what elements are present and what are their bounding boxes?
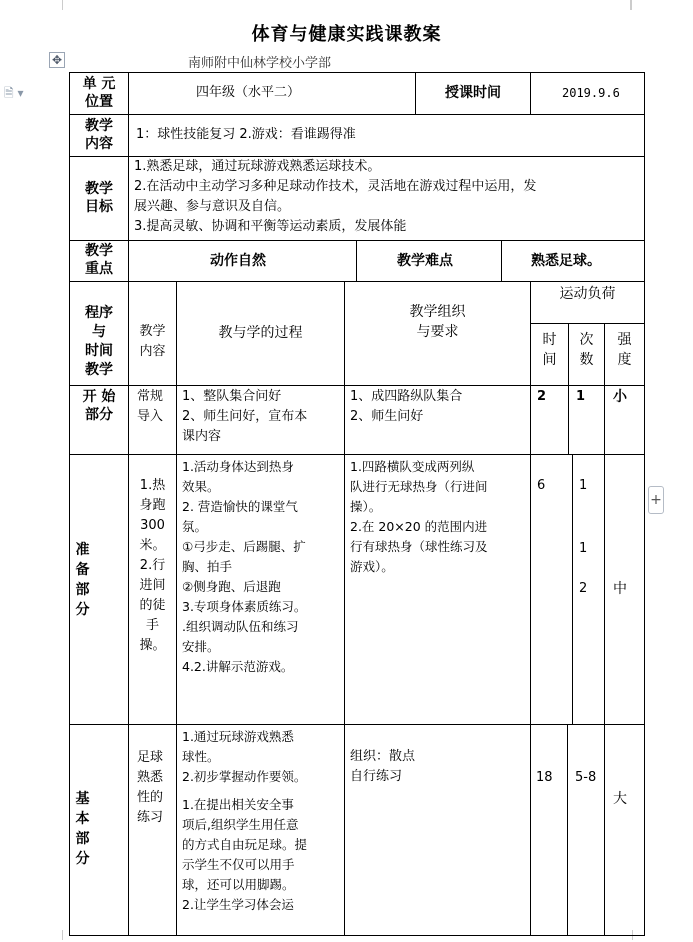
teaching-content-header: 教学 内容	[139, 324, 166, 359]
count-header: 次 数	[579, 332, 594, 368]
document-icon[interactable]: 🗎 ▾	[4, 86, 24, 100]
goals-label: 教学 目标	[85, 181, 113, 215]
goal-line: 2.在活动中主动学习多种足球动作技术，灵活地在游戏过程中运用，发	[134, 179, 537, 194]
start-section-label: 开 始 部分	[82, 389, 116, 423]
table-move-handle-icon[interactable]: ✥	[49, 52, 65, 68]
page-corner-mark	[622, 0, 632, 10]
school-name: 南师附中仙林学校小学部	[188, 56, 332, 71]
time-header: 时 间	[542, 332, 557, 368]
process-header: 教与学的过程	[218, 325, 303, 341]
basic-count: 5-8	[575, 770, 597, 785]
page-corner-mark	[62, 0, 72, 10]
basic-organization: 组织：散点 自行练习	[350, 749, 416, 784]
start-intensity: 小	[613, 389, 627, 405]
start-content: 常规 导入	[137, 389, 164, 424]
prep-count: 2	[579, 581, 588, 596]
unit-label: 单 元 位置	[82, 76, 116, 110]
prep-intensity: 中	[613, 581, 627, 597]
prep-process: 1.活动身体达到热身 效果。 2. 营造愉快的课堂气 氛。 ①弓步走、后踢腿、扩 胸、拍手 ②侧身跑、后退跑 3.专项身体素质练习。 .组织调动队伍和练习 安排。 4.2.讲解示范游戏。	[182, 459, 307, 674]
goal-line: 展兴趣、参与意识及自信。	[134, 199, 291, 214]
prep-count: 1	[579, 541, 588, 556]
prep-organization: 1.四路横队变成两列纵 队进行无球热身（行进间 操）。 2.在 20×20 的范围内进 行有球热身（球性练习及 游戏）。	[350, 459, 488, 574]
prep-section-label: 准 备 部 分	[75, 542, 90, 618]
focus-label: 教学 重点	[85, 243, 113, 277]
goal-line: 1.熟悉足球，通过玩球游戏熟悉运球技术。	[134, 159, 381, 174]
start-organization: 1、成四路纵队集合 2、师生问好	[350, 389, 463, 424]
content-value: 1：球性技能复习 2.游戏：看谁踢得准	[136, 127, 356, 142]
procedure-time-header: 程序 与 时间 教学	[85, 305, 113, 378]
basic-section-label: 基 本 部 分	[75, 791, 90, 867]
focus-value: 动作自然	[210, 253, 266, 269]
goals-list	[134, 157, 644, 237]
unit-value: 四年级（水平二）	[196, 85, 301, 100]
document-title: 体育与健康实践课教案	[251, 24, 442, 45]
lesson-time-label: 授课时间	[445, 85, 501, 101]
basic-time: 18	[536, 770, 553, 785]
intensity-header: 强 度	[617, 332, 632, 368]
difficulty-label: 教学难点	[397, 253, 453, 269]
add-column-button[interactable]: +	[648, 486, 664, 514]
prep-count: 1	[579, 478, 588, 493]
goal-line: 3.提高灵敏、协调和平衡等运动素质，发展体能	[134, 219, 407, 234]
organization-header: 教学组织 与要求	[409, 304, 466, 340]
start-count: 1	[576, 389, 586, 404]
basic-intensity: 大	[613, 791, 627, 807]
lesson-time-value: 2019.9.6	[562, 86, 620, 100]
basic-process: 1.通过玩球游戏熟悉 球性。 2.初步掌握动作要领。 1.在提出相关安全事 项后,组织学生用任意 的方式自由玩足球。提 示学生不仅可以用手 球，还可以用脚踢。 2.让学生学习体会运	[182, 729, 308, 912]
prep-time: 6	[537, 478, 546, 493]
start-time: 2	[537, 389, 547, 404]
basic-content: 足球 熟悉 性的 练习	[137, 750, 164, 825]
prep-content: 1.热 身跑 300 米。 2.行 进间 的徒 手 操。	[139, 478, 166, 653]
load-header: 运动负荷	[559, 286, 616, 302]
content-label: 教学 内容	[85, 118, 113, 152]
start-process: 1、整队集合问好 2、师生问好，宣布本 课内容	[182, 389, 308, 444]
difficulty-value: 熟悉足球。	[531, 253, 601, 269]
